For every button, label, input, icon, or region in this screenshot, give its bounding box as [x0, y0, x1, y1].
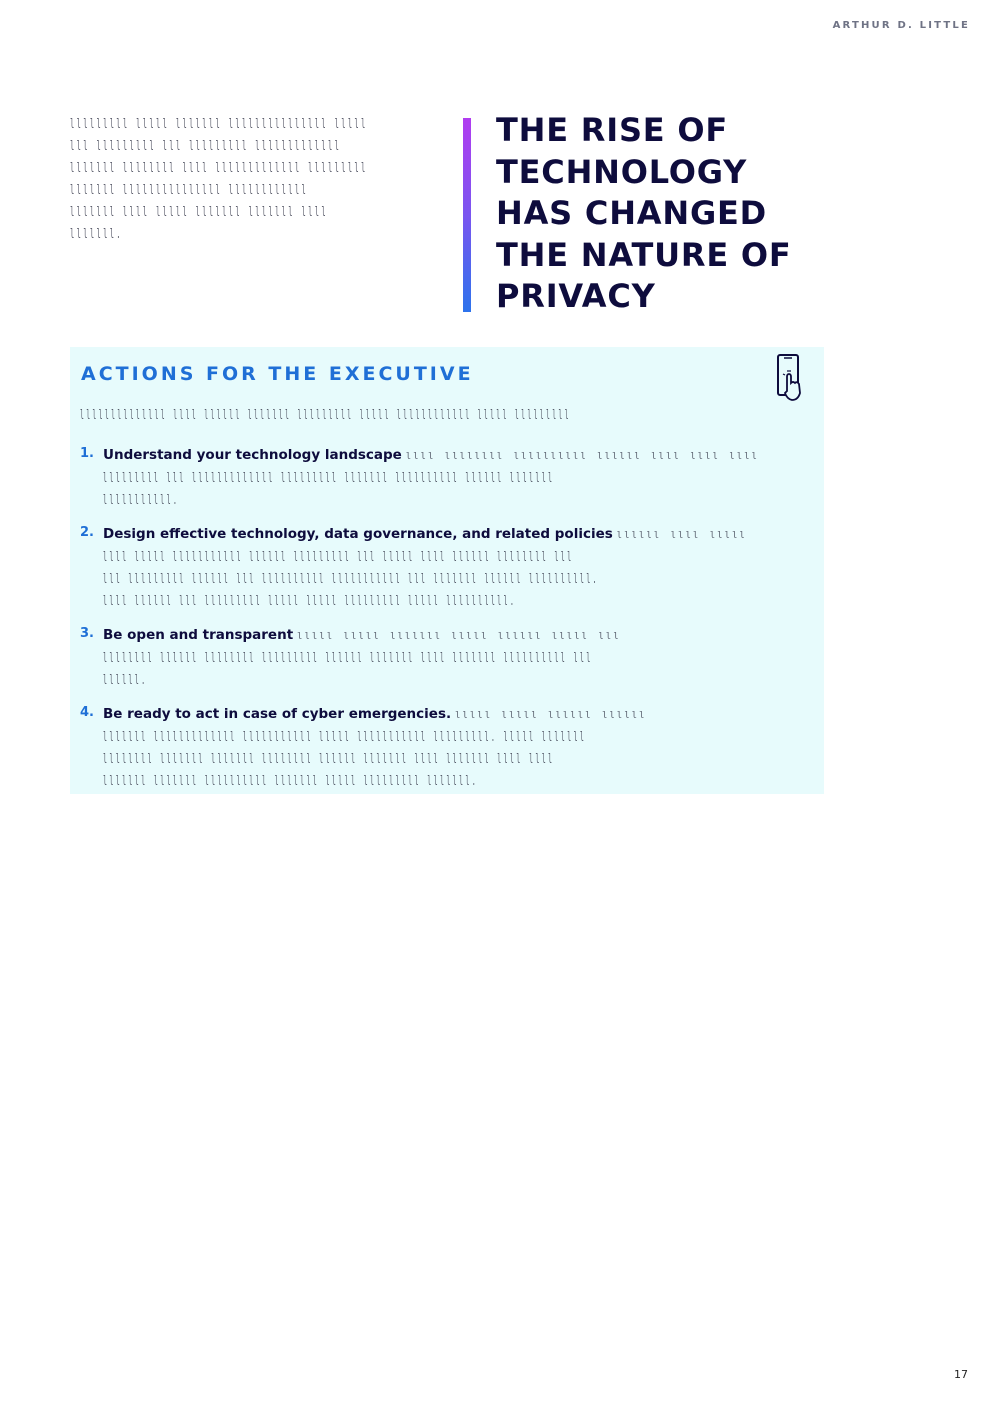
intro-line: lllllll llllllll llll lllllllllllll lllllllll: [70, 161, 368, 176]
step-title: Understand your technology landscape: [103, 447, 402, 463]
step-text: llll llllllll llllllllll llllll llll llll llll: [405, 452, 759, 462]
actions-title: ACTIONS FOR THE EXECUTIVE: [81, 363, 474, 385]
list-item: [80, 443, 802, 512]
step-number: 1.: [80, 446, 94, 461]
actions-intro: [80, 405, 815, 427]
list-item: [80, 702, 802, 793]
actions-for-executive-box: [70, 347, 824, 794]
step-text: llll llllll lll lllllllll lllll lllll lllllllll lllll llllllllll.: [103, 594, 517, 609]
headline-line: THE RISE OF: [496, 111, 729, 149]
step-text: lllllllllll.: [103, 493, 180, 508]
step-text: llll lllll lllllllllll llllll lllllllll lll lllll llll llllll llllllll lll: [103, 550, 574, 565]
step-text: lllllll lllllllllllll lllllllllll lllll lllllllllll lllllllll. lllll lllllll: [103, 730, 587, 745]
headline-line: HAS CHANGED: [496, 194, 768, 232]
intro-line: lll lllllllll lll lllllllll lllllllllllll: [70, 139, 342, 154]
step-number: 3.: [80, 626, 94, 641]
step-text: lllll lllll lllllll lllll llllll lllll lll: [297, 632, 621, 642]
list-item: [80, 522, 802, 613]
touch-phone-icon: [776, 353, 806, 403]
intro-line: lllllll llll lllll lllllll lllllll llll: [70, 205, 328, 220]
action-steps-list: [80, 443, 802, 803]
step-title: Be ready to act in case of cyber emergencies.: [103, 706, 452, 722]
step-number: 4.: [80, 705, 94, 720]
actions-intro-line: llllllllllllll llll llllll lllllll lllllllll lllll llllllllllll lllll lllllllll: [80, 408, 571, 423]
step-text: llllllll lllllll lllllll llllllll llllll lllllll llll lllllll llll llll: [103, 752, 555, 767]
step-text: lllllllll lll lllllllllllll lllllllll lllllll llllllllll llllll lllllll: [103, 471, 555, 486]
list-item: [80, 623, 802, 692]
headline-accent-bar: [463, 118, 471, 312]
headline-line: THE NATURE OF: [496, 235, 792, 274]
step-text: llllll.: [103, 673, 148, 688]
intro-paragraph: [70, 114, 415, 246]
step-title: Design effective technology, data governance, and related policies: [103, 526, 613, 542]
brand-name: ARTHUR D. LITTLE: [832, 20, 970, 31]
page-number: 17: [954, 1368, 968, 1381]
step-text: lll lllllllll llllll lll llllllllll lllllllllll lll lllllll llllll llllllllll.: [103, 572, 599, 587]
headline-line: PRIVACY: [496, 277, 656, 315]
headline-line: TECHNOLOGY: [496, 152, 748, 191]
step-title: Be open and transparent: [103, 627, 294, 643]
step-number: 2.: [80, 525, 94, 540]
intro-line: lllllllll lllll lllllll lllllllllllllll lllll: [70, 117, 368, 132]
intro-line: lllllll.: [70, 227, 123, 242]
step-text: llllllll llllll llllllll lllllllll llllll lllllll llll lllllll llllllllll lll: [103, 651, 593, 666]
step-text: lllll lllll llllll llllll: [455, 711, 647, 721]
step-text: llllll llll lllll: [616, 531, 747, 541]
page-headline: [496, 110, 816, 318]
intro-line: lllllll lllllllllllllll llllllllllll: [70, 183, 309, 198]
step-text: lllllll lllllll llllllllll lllllll lllll lllllllll lllllll.: [103, 774, 479, 789]
